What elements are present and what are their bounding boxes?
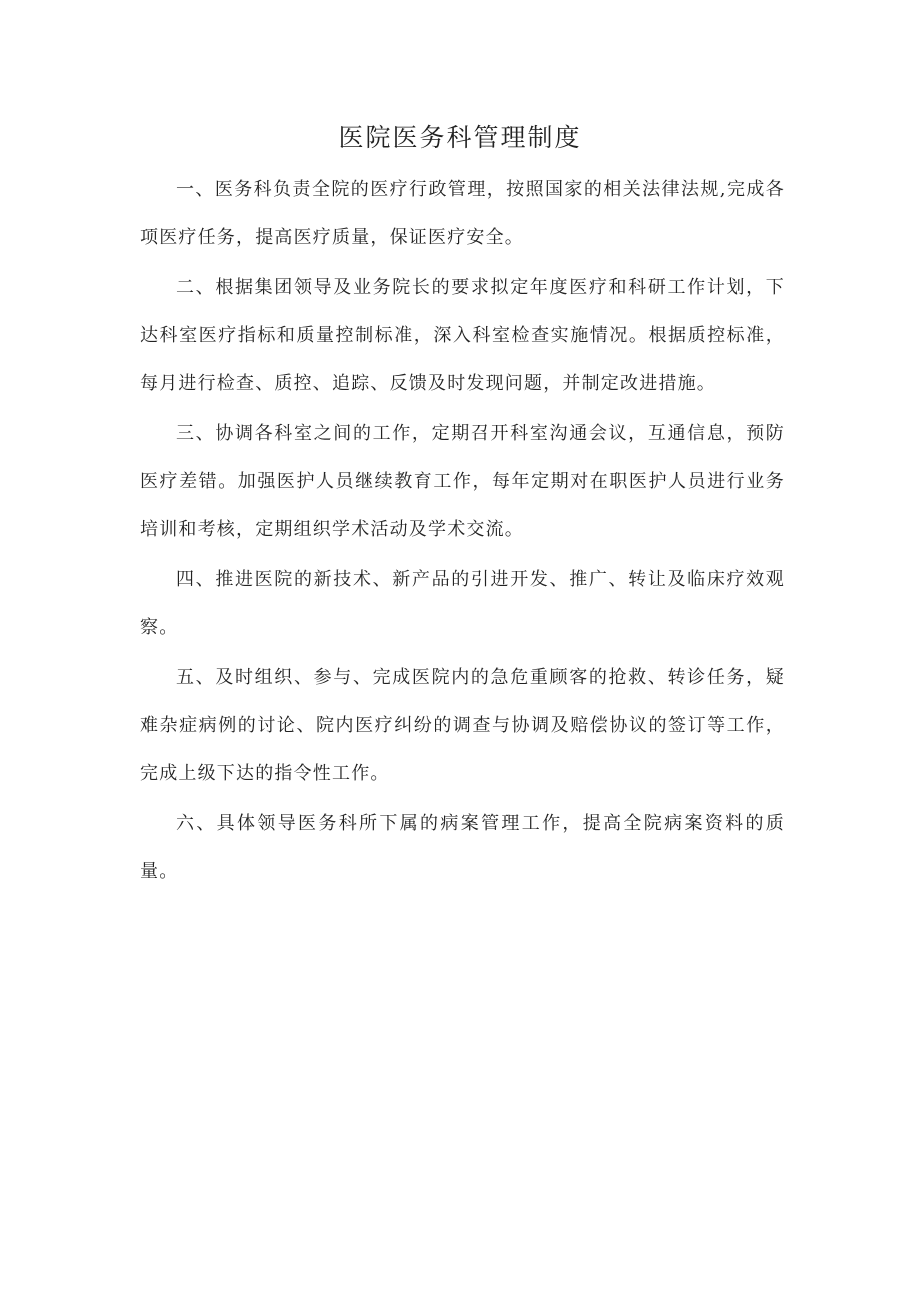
- document-body: [140, 166, 785, 896]
- paragraph-4: 四、推进医院的新技术、新产品的引进开发、推广、转让及临床疗效观察。: [140, 569, 785, 638]
- paragraph-2: 二、根据集团领导及业务院长的要求拟定年度医疗和科研工作计划，下达科室医疗指标和质量控制标准，深入科室检查实施情况。根据质控标准，每月进行检查、质控、追踪、反馈及时发现问题，并制定改进措施。: [140, 277, 785, 394]
- paragraph-6: 六、具体领导医务科所下属的病案管理工作，提高全院病案资料的质量。: [140, 813, 785, 882]
- paragraph-5: 五、及时组织、参与、完成医院内的急危重顾客的抢救、转诊任务，疑难杂症病例的讨论、院内医疗纠纷的调查与协调及赔偿协议的签订等工作，完成上级下达的指令性工作。: [140, 667, 785, 784]
- paragraph-3: 三、协调各科室之间的工作，定期召开科室沟通会议，互通信息，预防医疗差错。加强医护人员继续教育工作，每年定期对在职医护人员进行业务培训和考核，定期组织学术活动及学术交流。: [140, 423, 785, 540]
- document-title: 医院医务科管理制度: [338, 123, 582, 152]
- paragraph-1: 一、医务科负责全院的医疗行政管理，按照国家的相关法律法规,完成各项医疗任务，提高医疗质量，保证医疗安全。: [140, 179, 785, 248]
